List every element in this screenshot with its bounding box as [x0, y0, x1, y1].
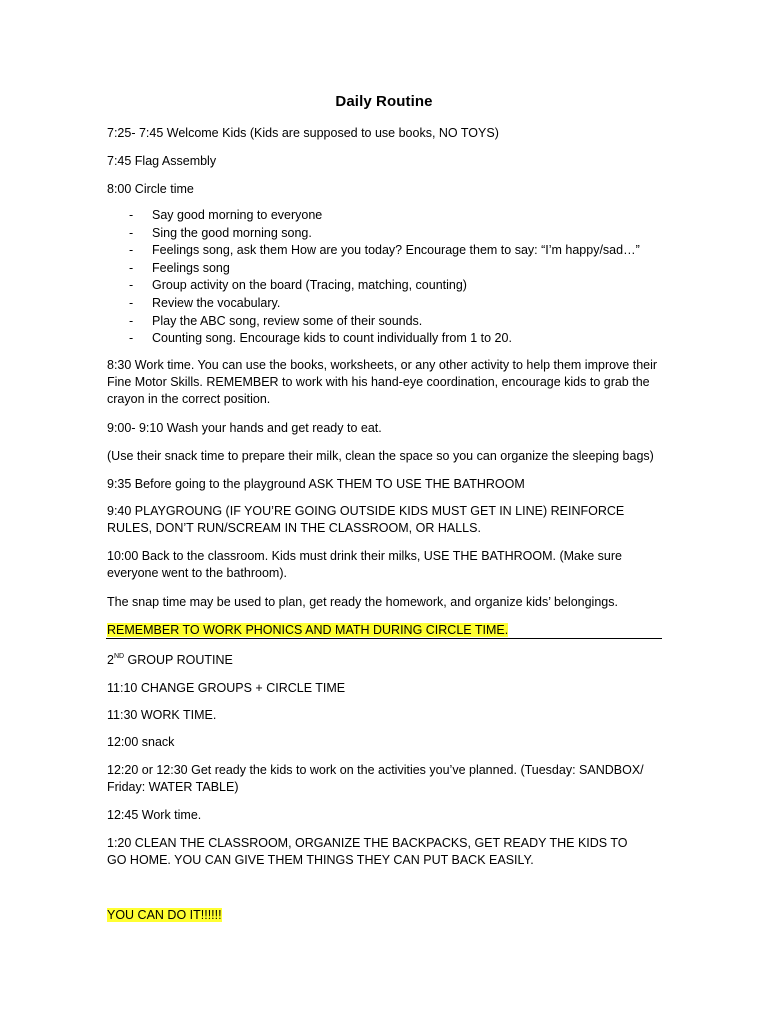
bullet-dash: -: [129, 313, 134, 328]
snack-time-note: (Use their snack time to prepare their milk, clean the space so you can organize the sleeping bags): [107, 449, 654, 463]
schedule-wash-hands: 9:00- 9:10 Wash your hands and get ready to eat.: [107, 421, 382, 435]
schedule-circle-time: 8:00 Circle time: [107, 182, 194, 196]
list-item: [107, 207, 667, 225]
bullet-dash: -: [129, 278, 134, 293]
list-item-text: Play the ABC song, review some of their sounds.: [152, 313, 423, 328]
list-item-text: Group activity on the board (Tracing, matching, counting): [152, 278, 467, 293]
schedule-before-playground: 9:35 Before going to the playground ASK THEM TO USE THE BATHROOM: [107, 477, 525, 491]
list-item-text: Feelings song: [152, 260, 230, 275]
bullet-dash: -: [129, 208, 134, 222]
schedule-work-time-2: 11:30 WORK TIME.: [107, 708, 217, 722]
section-divider: [106, 638, 662, 639]
list-item: [107, 225, 667, 243]
list-item: [107, 242, 667, 260]
schedule-back-to-classroom: 10:00 Back to the classroom. Kids must drink their milks, USE THE BATHROOM. (Make sure everyone went to the bathroom).: [107, 549, 622, 580]
group-heading-text: GROUP ROUTINE: [124, 653, 233, 667]
ordinal-suffix: ND: [113, 653, 125, 660]
list-item: [107, 313, 667, 331]
list-item-text: Sing the good morning song.: [152, 225, 312, 240]
schedule-playground: 9:40 PLAYGROUNG (IF YOU’RE GOING OUTSIDE KIDS MUST GET IN LINE) REINFORCE RULES, DON’T RUN/SCREAM IN THE CLASSROOM, OR HALLS.: [107, 504, 625, 535]
highlighted-closing: YOU CAN DO IT!!!!!!: [107, 908, 222, 922]
schedule-work-time-3: 12:45 Work time.: [107, 808, 202, 822]
schedule-flag-assembly: 7:45 Flag Assembly: [107, 154, 217, 168]
bullet-dash: -: [129, 243, 134, 258]
list-item-text: Say good morning to everyone: [152, 208, 323, 222]
list-item: [107, 295, 667, 313]
bullet-dash: -: [129, 225, 134, 240]
list-item-text: Review the vocabulary.: [152, 295, 281, 310]
list-item-text: Feelings song, ask them How are you today? Encourage them to say: “I’m happy/sad…”: [152, 243, 640, 258]
schedule-welcome-kids: 7:25- 7:45 Welcome Kids (Kids are supposed to use books, NO TOYS): [107, 126, 499, 140]
list-item: [107, 260, 667, 278]
highlighted-reminder: REMEMBER TO WORK PHONICS AND MATH DURING CIRCLE TIME.: [107, 623, 509, 637]
list-item-text: Counting song. Encourage kids to count individually from 1 to 20.: [152, 331, 512, 346]
schedule-change-groups: 11:10 CHANGE GROUPS + CIRCLE TIME: [107, 681, 346, 695]
bullet-dash: -: [129, 331, 134, 346]
second-group-heading: [107, 652, 667, 669]
schedule-activities: 12:20 or 12:30 Get ready the kids to work on the activities you’ve planned. (Tuesday: SANDBOX/ Friday: WATER TABLE): [107, 763, 644, 794]
closing-line: [107, 907, 667, 924]
bullet-dash: -: [129, 260, 134, 275]
schedule-clean-classroom: 1:20 CLEAN THE CLASSROOM, ORGANIZE THE BACKPACKS, GET READY THE KIDS TO GO HOME. YOU CAN GIVE THEM THINGS THEY CAN PUT BACK EASILY.: [107, 836, 628, 867]
snap-time-note: The snap time may be used to plan, get ready the homework, and organize kids’ belongings.: [107, 595, 618, 609]
circle-time-list: [107, 207, 667, 348]
reminder-line: [107, 622, 667, 639]
list-item: [107, 330, 667, 348]
schedule-work-time: 8:30 Work time. You can use the books, worksheets, or any other activity to help them improve their Fine Motor Skills. REMEMBER to work with his hand-eye coordination, encourage kids to grab the crayon in the correct position.: [107, 358, 658, 406]
bullet-dash: -: [129, 295, 134, 310]
group-number: 2: [107, 653, 114, 667]
document-title: Daily Routine: [335, 93, 433, 110]
list-item: [107, 277, 667, 295]
schedule-snack: 12:00 snack: [107, 735, 175, 749]
